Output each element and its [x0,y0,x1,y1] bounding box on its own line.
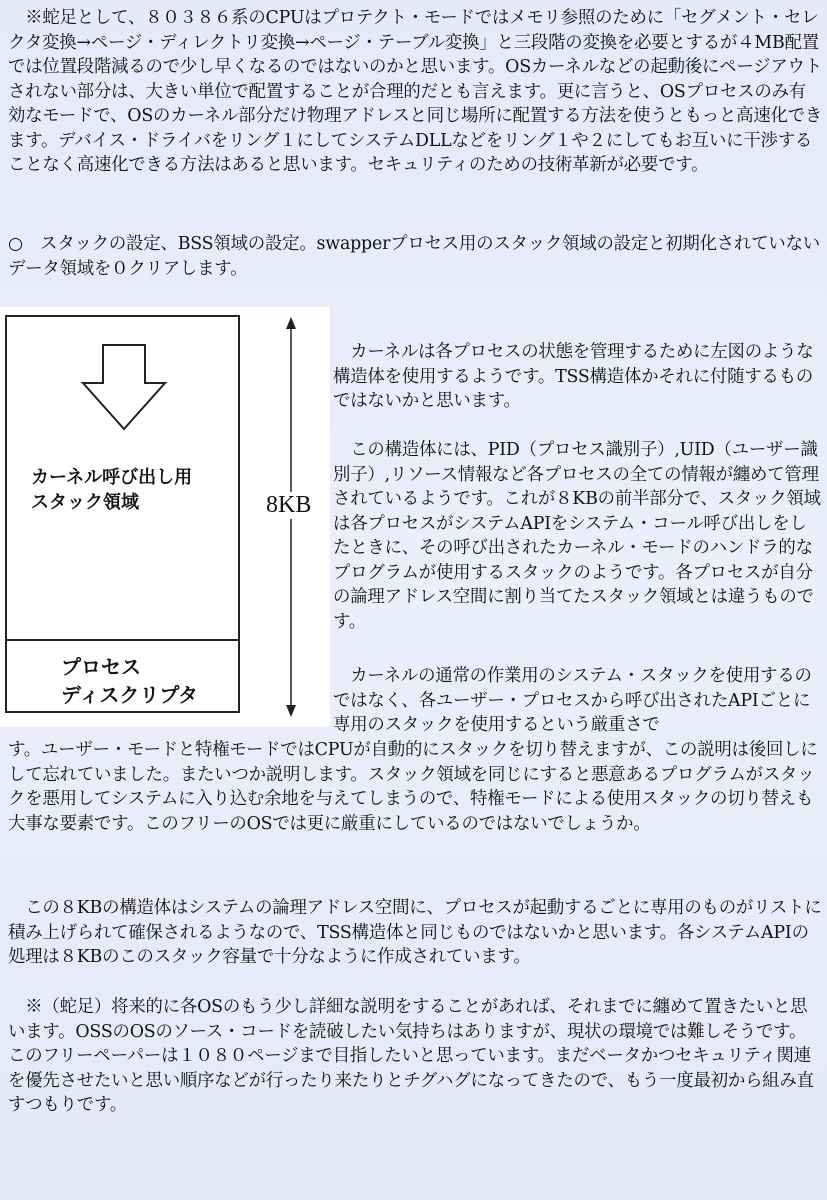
side-paragraph-kernel-stack: カーネルの通常の作業用のシステム・スタックを使用するのではなく、各ユーザー・プロセスから呼び出されたAPIごとに専用のスタックを使用するという厳重さで [333,666,812,735]
kernel-stack-label: カーネル呼び出し用 スタック領域 [31,467,193,513]
stack-divider [7,639,238,641]
paragraph-stack-setup: ○ スタックの設定、BSS領域の設定。swapperプロセス用のスタック領域の設定と初期化されていないデータ領域を０クリアします。 [8,234,820,279]
side-paragraph-details: この構造体には、PID（プロセス識別子）,UID（ユーザー識別子）,リソース情報など各プロセスの全ての情報が纏めて管理されているようです。これが８KBの前半部分で、スタック領域は各プロセスがシステムAPIをシステム・コール呼び出しをしたときに、その呼び出されたカーネル・モードのハンドラ的なプログラムが使用するスタックのようです。各プロセスが自分の論理アドレス空間に割り当てたスタック領域とは違うものです。 [333,440,821,632]
process-descriptor-label: プロセス ディスクリプタ [61,655,198,707]
process-descriptor-figure [0,307,330,727]
paragraph-privilege-mode: す。ユーザー・モードと特権モードではCPUが自動的にスタックを切り替えますが、この説明は後回しにして忘れていました。またいつか説明します。スタック領域を同じにすると悪意あるプログラムがスタックを悪用してシステムに入り込む余地を与えてしまうので、特権モードによる使用スタックの切り替えも大事な要素です。このフリーのOSでは更に厳重にしているのではないでしょうか。 [8,740,818,834]
paragraph-future-note: ※（蛇足）将来的に各OSのもう少し詳細な説明をすることがあれば、それまでに纏めて置きたいと思います。OSSのOSのソース・コードを読破したい気持ちはありますが、現状の環境では難しそうです。このフリーペーパーは１０８０ページまで目指したいと思っています。まだベータかつセキュリティ関連を優先させたいと思い順序などが行ったり来たりとチグハグになってきたので、もう一度最初から組み直すつもりです。 [8,997,814,1115]
paragraph-8kb-structure: この８KBの構造体はシステムの論理アドレス空間に、プロセスが起動するごとに専用のものがリストに積み上げられて確保されるようなので、TSS構造体と同じものではないかと思います。各システムAPIの処理は８KBのこのスタック容量で十分なように作成されています。 [8,898,822,967]
paragraph-cpu-note: ※蛇足として、８０３８６系のCPUはプロテクト・モードではメモリ参照のために「セグメント・セレクタ変換→ページ・ディレクトリ変換→ページ・テーブル変換」と三段階の変換を必要とするが４MB配置では位置段階減るので少し早くなるのではないのかと思います。OSカーネルなどの起動後にページアウトされない部分は、大きい単位で配置することが合理的だとも言えます。更に言うと、OSプロセスのみ有効なモードで、OSのカーネル部分だけ物理アドレスと同じ場所に配置する方法を使うともっと高速化できます。デバイス・ドライバをリング１にしてシステムDLLなどをリング１や２にしてもお互いに干渉することなく高速化できる方法はあると思います。セキュリティのための技術革新が必要です。 [8,8,823,175]
size-label: 8KB [266,492,312,518]
down-arrow-icon [79,343,169,433]
stack-structure-box [5,315,240,713]
side-paragraph-structure: カーネルは各プロセスの状態を管理するために左図のような構造体を使用するようです。TSS構造体かそれに付随するものではないかと思います。 [333,342,814,411]
